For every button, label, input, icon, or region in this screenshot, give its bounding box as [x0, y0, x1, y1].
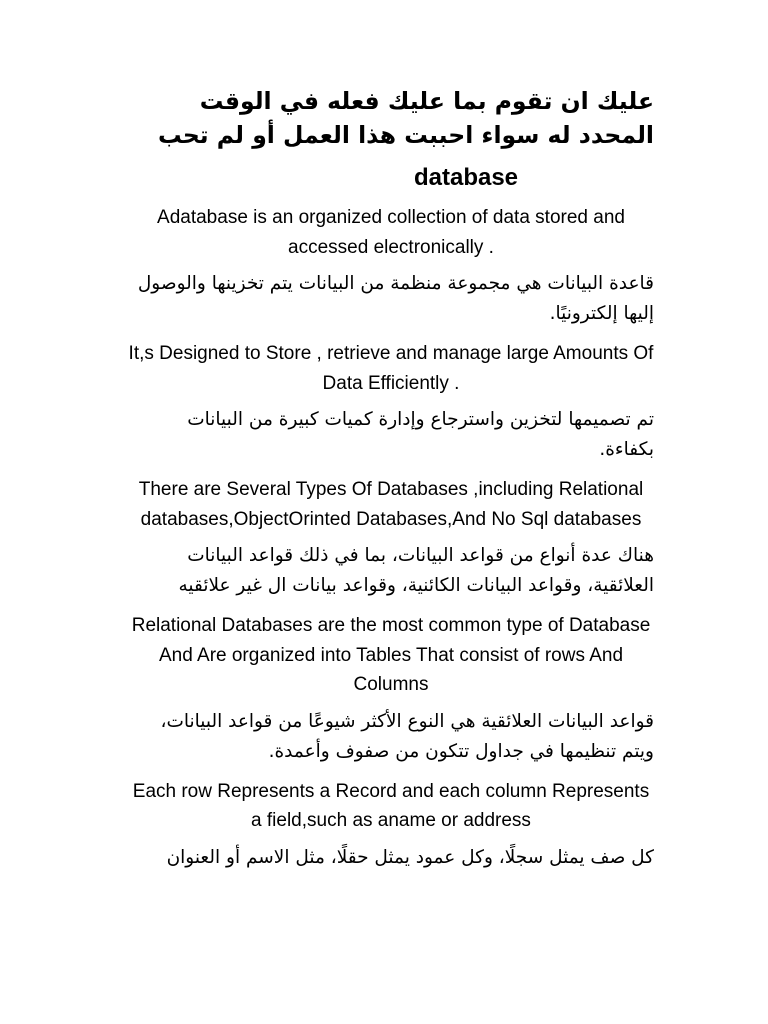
paragraph-en-relational: Relational Databases are the most common type of Database And Are organized into Tables That consist of rows And Columns — [131, 615, 651, 695]
paragraph-en-purpose: It,s Designed to Store , retrieve and manage large Amounts Of Data Efficiently . — [128, 343, 654, 394]
paragraph-ar-purpose: تم تصميمها لتخزين واسترجاع وإدارة كميات كبيرة من البيانات بكفاءة. — [187, 409, 654, 460]
arabic-heading: عليك ان تقوم بما عليك فعله في الوقت المحدد له سواء احببت هذا العمل أو لم تحب — [157, 87, 654, 149]
paragraph-en-rows-columns: Each row Represents a Record and each column Represents a field,such as aname or address — [132, 780, 650, 831]
paragraph-ar-definition: قاعدة البيانات هي مجموعة منظمة من البيانات يتم تخزينها والوصول إليها إلكترونيًا. — [137, 273, 654, 324]
paragraph-ar-types: هناك عدة أنواع من قواعد البيانات، بما في ذلك قواعد البيانات العلائقية، وقواعد البيانات الكائنية، وقواعد بيانات ال غير علائقيه — [178, 545, 654, 596]
paragraph-ar-relational: قواعد البيانات العلائقية هي النوع الأكثر شيوعًا من قواعد البيانات، ويتم تنظيمها في جداول تتكون من صفوف وأعمدة. — [160, 710, 654, 762]
document-title: database — [413, 164, 519, 191]
paragraph-en-types: There are Several Types Of Databases ,including Relational databases,ObjectOrinted Databases,And No Sql databases — [138, 479, 644, 530]
paragraph-en-definition: Adatabase is an organized collection of data stored and accessed electronically . — [157, 207, 625, 258]
paragraph-ar-rows-columns: كل صف يمثل سجلًا، وكل عمود يمثل حقلًا، مثل الاسم أو العنوان — [166, 846, 654, 868]
document-body — [128, 84, 654, 883]
